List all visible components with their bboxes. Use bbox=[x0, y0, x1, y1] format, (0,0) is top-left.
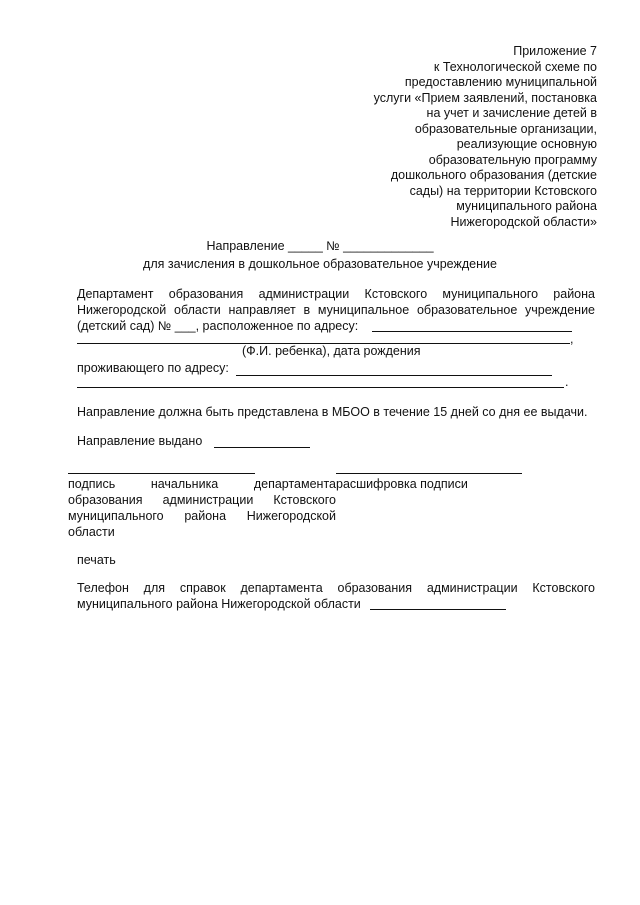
caption-word: подпись bbox=[68, 477, 116, 491]
residence-blank-2[interactable] bbox=[77, 387, 564, 388]
caption-word: образования bbox=[68, 493, 143, 507]
issued-date-blank[interactable] bbox=[214, 447, 310, 448]
appendix-line: дошкольного образования (детские bbox=[390, 168, 597, 182]
phone-text: Телефон для справок департамента образования администрации Кстовского муниципального района Нижегородской области bbox=[77, 581, 595, 611]
appendix-line: образовательную программу bbox=[428, 152, 597, 167]
appendix-line: Приложение 7 bbox=[513, 44, 597, 58]
appendix-line: услуги «Прием заявлений, постановка bbox=[373, 90, 597, 105]
appendix-line: образовательные организации, bbox=[414, 121, 597, 136]
signature-caption bbox=[68, 476, 336, 540]
address-blank[interactable] bbox=[372, 331, 572, 332]
decode-signature-blank[interactable] bbox=[336, 473, 522, 474]
caption-word: Кстовского bbox=[273, 493, 336, 507]
caption-word: муниципального bbox=[68, 509, 164, 523]
caption-word: департамента bbox=[253, 477, 336, 491]
decode-signature-label: расшифровка подписи bbox=[336, 477, 468, 491]
phone-blank[interactable] bbox=[370, 609, 506, 610]
signature-caption-row bbox=[68, 492, 336, 508]
appendix-line: на учет и зачисление детей в bbox=[426, 106, 597, 120]
seal-label: печать bbox=[77, 553, 116, 567]
appendix-line: предоставлению муниципальной bbox=[404, 75, 597, 89]
comma-mark: , bbox=[570, 332, 574, 346]
intro-text: Департамент образования администрации Кстовского муниципального района Нижегородской области направляет в муниципальное образовательное учреждение (детский сад) № ___, расположенное по адресу: bbox=[77, 287, 595, 333]
caption-word: начальника bbox=[150, 477, 219, 491]
caption-word: Нижегородской bbox=[246, 509, 336, 523]
phone-paragraph bbox=[77, 580, 595, 612]
signature-caption-row bbox=[68, 476, 336, 492]
residence-blank[interactable] bbox=[236, 375, 552, 376]
document-subtitle: для зачисления в дошкольное образовательное учреждение bbox=[143, 257, 497, 271]
appendix-line: Нижегородской области» bbox=[450, 214, 597, 229]
period-mark: . bbox=[565, 375, 569, 389]
caption-word: области bbox=[68, 525, 115, 539]
residence-label: проживающего по адресу: bbox=[77, 361, 229, 375]
signature-blank[interactable] bbox=[68, 473, 255, 474]
child-name-label: (Ф.И. ребенка), дата рождения bbox=[242, 344, 421, 358]
appendix-line: сады) на территории Кстовского bbox=[409, 183, 597, 198]
notice-paragraph: Направление должна быть представлена в МБОО в течение 15 дней со дня ее выдачи. bbox=[77, 405, 588, 419]
appendix-line: муниципального района bbox=[456, 199, 597, 213]
appendix-line: реализующие основную bbox=[456, 137, 597, 151]
signature-caption-row bbox=[68, 508, 336, 524]
intro-paragraph bbox=[77, 286, 595, 334]
caption-word: администрации bbox=[162, 493, 254, 507]
issued-label: Направление выдано bbox=[77, 434, 203, 448]
appendix-block bbox=[337, 44, 597, 230]
appendix-line: к Технологической схеме по bbox=[433, 59, 597, 74]
caption-word: района bbox=[184, 509, 227, 523]
document-title: Направление _____ № _____________ bbox=[206, 239, 434, 253]
